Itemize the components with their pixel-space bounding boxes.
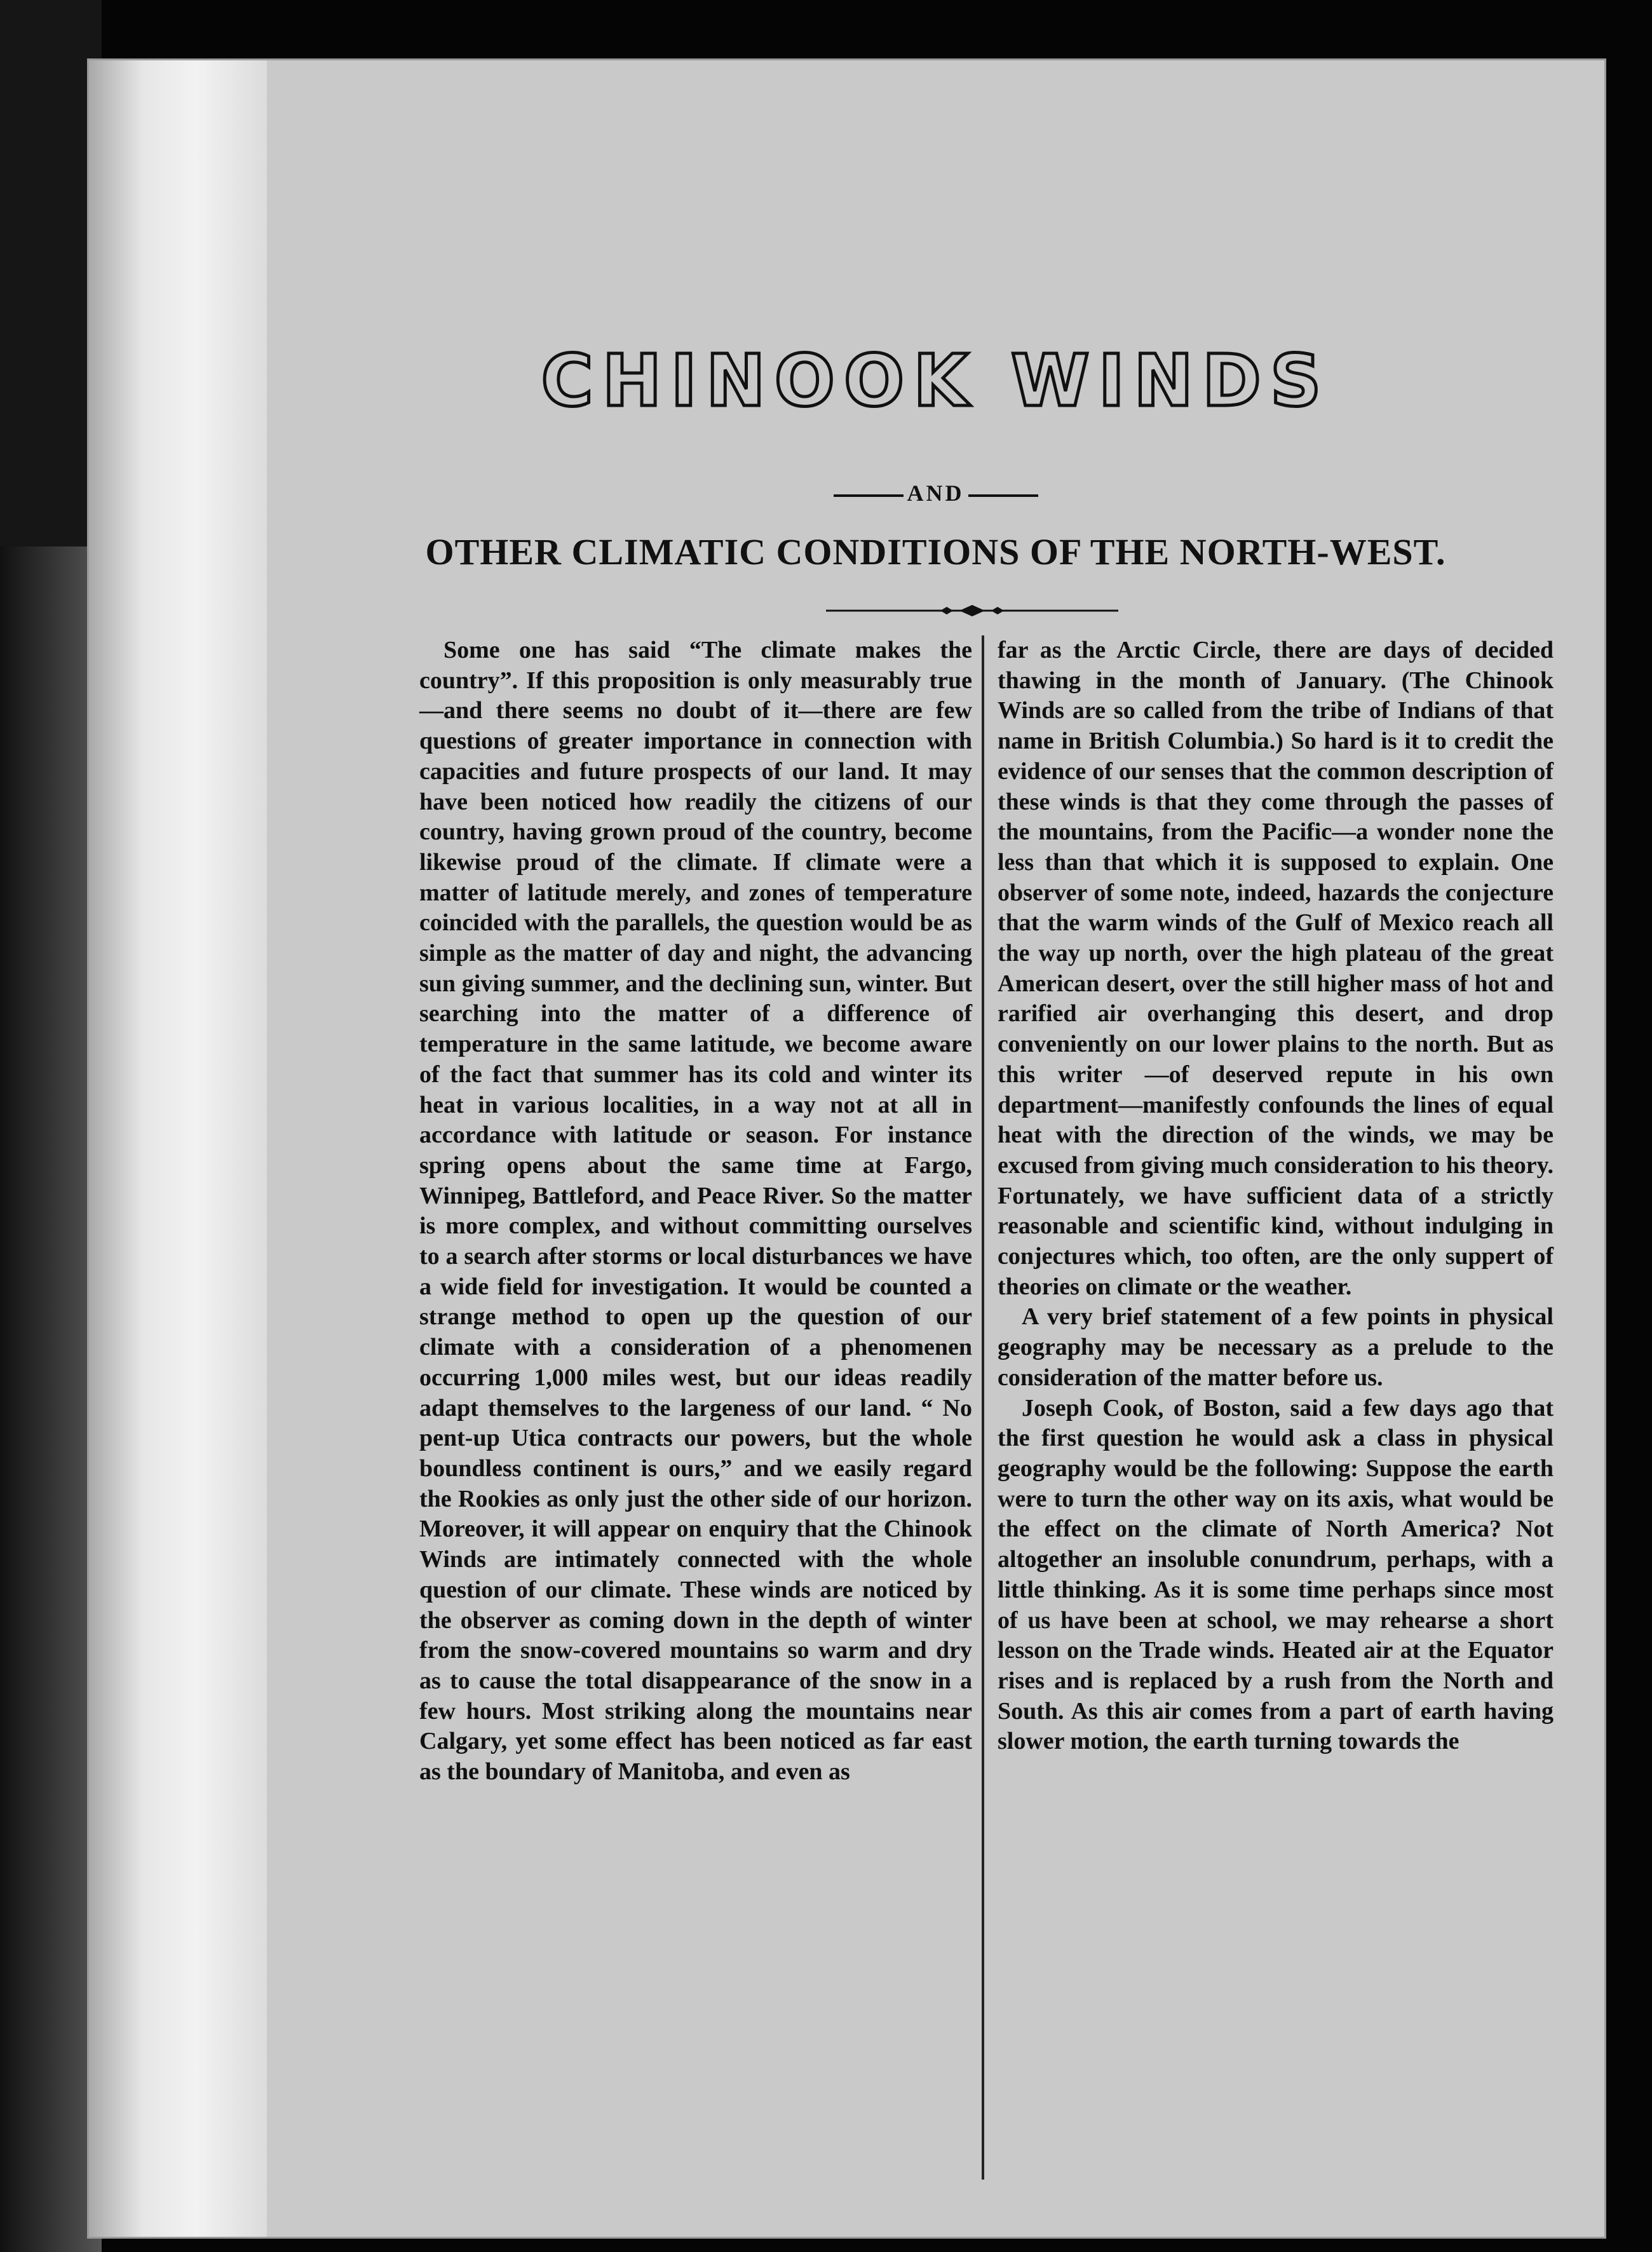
- page-content: [267, 60, 1604, 2237]
- paper-sheet: [89, 60, 1604, 2237]
- page-subtitle: OTHER CLIMATIC CONDITIONS OF THE NORTH-WEST.: [425, 531, 1446, 573]
- page-title: CHINOOK WINDS: [541, 340, 1330, 423]
- paragraph: A very brief statement of a few points in physical geography may be necessary as a prelude to the consideration of the matter before us.: [998, 1303, 1554, 1391]
- and-word: AND: [907, 480, 965, 506]
- ornament-rule-icon: [826, 604, 1118, 618]
- paragraph: Some one has said “The climate makes the country”. If this proposition is only measurably true—and there seems no doubt of it—there are few questions of greater importance in connection with capacities and future prospects of our land. It may have been noticed how readily the citizens of our country, having grown proud of the country, become likewise proud of the climate. If climate were a matter of latitude merely, and zones of temperature coincided with the parallels, the question would be as simple as the matter of day and night, the advancing sun giving summer, and the declining sun, winter. But searching into the matter of a difference of temperature in the same latitude, we become aware of the fact that summer has its cold and winter its heat in various localities, in a way not at all in accordance with latitude or season. For instance spring opens about the same time at Fargo, Winnipeg, Battleford, and Peace River. So the matter is more complex, and without committing ourselves to a search after storms or local disturbances we have a wide field for investigation. It would be counted a strange method to open up the question of our climate with a consideration of a phenomenen occurring 1,000 miles west, but our ideas readily adapt themselves to the largeness of our land. “ No pent-up Utica contracts our powers, but the whole boundless continent is ours,” and we easily regard the Rookies as only just the other side of our horizon. Moreover, it will appear on enquiry that the Chinook Winds are intimately connected with the whole question of our climate. These winds are noticed by the observer as coming down in the depth of winter from the snow-covered mountains so warm and dry as to cause the total disappearance of the snow in a few hours. Most striking along the mountains near Calgary, yet some effect has been noticed as far east as the boundary of Manitoba, and even as: [419, 637, 972, 1786]
- paragraph: Joseph Cook, of Boston, said a few days ago that the first question he would ask a class in physical geography would be the following: Suppose the earth were to turn the other way on its axis, what would be the effect on the climate of North America? Not altogether an insoluble conundrum, perhaps, with a little thinking. As it is some time perhaps since most of us have been at school, we may rehearse a short lesson on the Trade winds. Heated air at the Equator rises and is replaced by a rush from the North and South. As this air comes from a part of earth having slower motion, the earth turning towards the: [998, 1394, 1554, 1755]
- scan-dark-corner: [0, 0, 102, 546]
- binding-strip: [89, 60, 269, 2237]
- column-divider: [982, 635, 984, 2180]
- and-dash-left: [834, 494, 904, 497]
- scan-left-margin: [0, 0, 102, 2252]
- and-dash-right: [968, 494, 1038, 497]
- text-column-right: [998, 635, 1554, 1757]
- text-column-left: [419, 635, 972, 1787]
- paragraph: far as the Arctic Circle, there are days of decided thawing in the month of January. (The Chinook Winds are so called from the tribe of Indians of that name in British Columbia.) So hard is it to credit the evidence of our senses that the common description of these winds is that they come through the passes of the mountains, from the Pacific—a wonder none the less than that which it is supposed to explain. One observer of some note, indeed, hazards the conjecture that the warm winds of the Gulf of Mexico reach all the way up north, over the high plateau of the great American desert, over the still higher mass of hot and rarified air overhanging this desert, and drop conveniently on our lower plains to the north. But as this writer —of deserved repute in his own department—manifestly confounds the lines of equal heat with the direction of the winds, we may be excused from giving much consideration to his theory. Fortunately, we have sufficient data of a strictly reasonable and scientific kind, without indulging in conjectures which, too often, are the only suppert of theories on climate or the weather.: [998, 637, 1554, 1300]
- and-divider: [267, 480, 1604, 506]
